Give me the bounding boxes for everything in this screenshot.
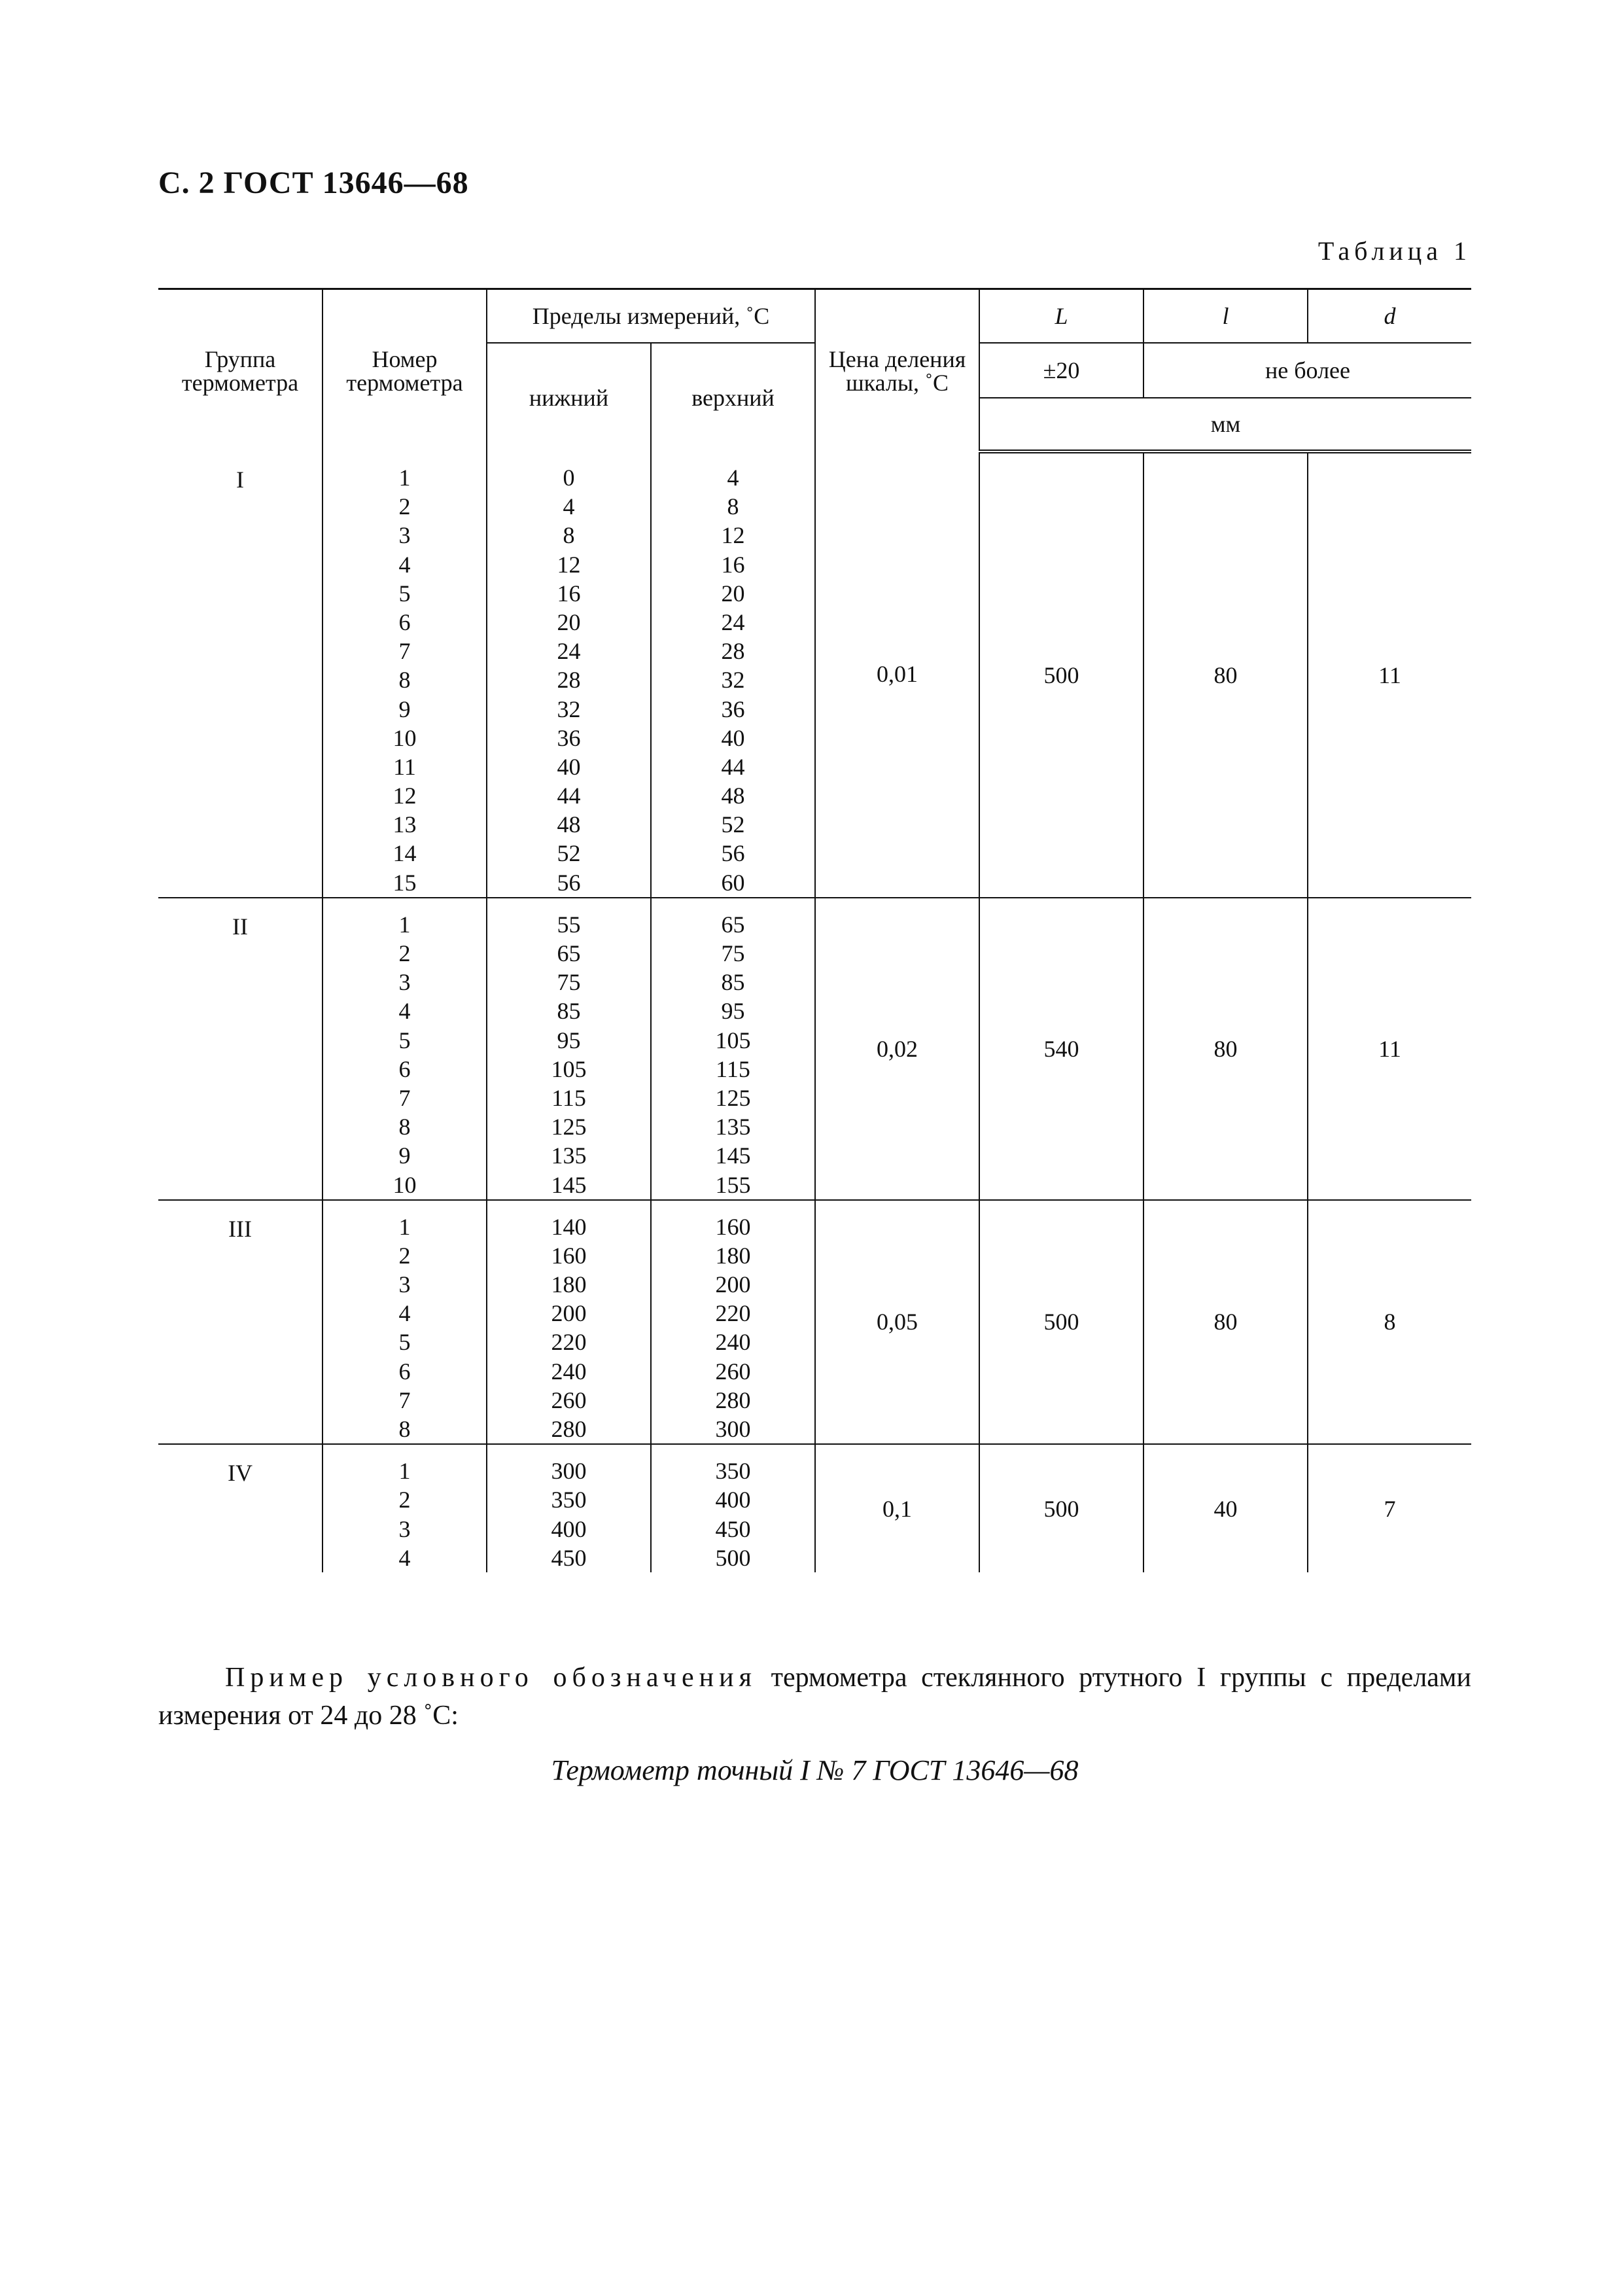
list-item: 145 [715,1142,751,1169]
list-item: 4 [563,493,575,520]
header-limits: Пределы измерений, ˚C [487,289,815,344]
list-item: 125 [715,1084,751,1111]
group-d: 11 [1308,898,1471,1200]
list-item: 180 [715,1242,751,1269]
header-division: Цена деления шкалы, ˚C [815,289,979,452]
list-item: 12 [721,522,745,549]
list-item: 52 [721,811,745,838]
group-numbers-list [323,1200,487,1445]
list-item: 3 [398,1271,411,1298]
list-item: 2 [398,1487,411,1513]
list-item: 12 [393,783,417,809]
list-item: 220 [551,1329,587,1356]
list-item: 350 [715,1458,751,1485]
group-numbers-list [323,1444,487,1572]
list-item: 24 [721,609,745,635]
list-item: 160 [551,1242,587,1269]
group-upper-list [651,1444,815,1572]
list-item: 44 [557,783,581,809]
list-item: 7 [398,638,411,665]
list-item: 450 [551,1544,587,1571]
list-item: 14 [393,840,417,867]
list-item: 8 [727,493,739,520]
group-lower-list [487,898,651,1200]
list-item: 2 [398,1242,411,1269]
list-item: 1 [398,911,411,938]
list-item: 36 [557,724,581,751]
list-item: 5 [398,1329,411,1356]
group-upper-list [651,898,815,1200]
group-L: 500 [979,1200,1143,1445]
list-item: 300 [715,1416,751,1442]
group-lower-list [487,1444,651,1572]
list-item: 8 [398,1416,411,1442]
table-row [158,451,1471,898]
example-text: термометра стеклянного ртутного I группы с пределами измерения от 24 до 28 ˚C: [158,1663,1471,1731]
list-item: 160 [715,1213,751,1240]
list-item: 56 [721,840,745,867]
list-item: 65 [557,940,581,966]
page-title: С. 2 ГОСТ 13646—68 [158,166,469,200]
list-item: 48 [721,783,745,809]
list-item: 1 [398,1458,411,1485]
list-item: 85 [721,969,745,996]
header-L: L [979,289,1143,344]
list-item: 3 [398,522,411,549]
list-item: 4 [727,465,739,491]
list-item: 8 [563,522,575,549]
header-number: Номер термометра [323,289,487,452]
list-item: 55 [557,911,581,938]
list-item: 5 [398,1027,411,1053]
list-item: 16 [557,580,581,607]
list-item: 140 [551,1213,587,1240]
header-lower: нижний [487,343,651,451]
list-item: 155 [715,1171,751,1198]
group-lower-list [487,1200,651,1445]
header-L-tolerance: ±20 [979,343,1143,398]
list-item: 24 [557,638,581,665]
group-d: 11 [1308,451,1471,898]
group-L: 540 [979,898,1143,1200]
header-unit: мм [979,398,1471,451]
list-item: 95 [557,1027,581,1053]
thermometer-table [158,288,1471,1572]
list-item: 115 [551,1084,586,1111]
group-upper-list [651,1200,815,1445]
list-item: 240 [551,1358,587,1385]
list-item: 260 [715,1358,751,1385]
group-L: 500 [979,1444,1143,1572]
group-division: 0,1 [815,1444,979,1572]
list-item: 7 [398,1084,411,1111]
list-item: 280 [715,1386,751,1413]
group-l: 40 [1143,1444,1308,1572]
list-item: 32 [721,667,745,694]
list-item: 4 [398,551,411,578]
list-item: 240 [715,1329,751,1356]
list-item: 75 [721,940,745,966]
list-item: 450 [715,1515,751,1542]
list-item: 200 [551,1300,587,1327]
group-d: 7 [1308,1444,1471,1572]
list-item: 180 [551,1271,587,1298]
list-item: 95 [721,998,745,1025]
list-item: 3 [398,969,411,996]
list-item: 11 [393,753,416,780]
list-item: 4 [398,1544,411,1571]
list-item: 48 [557,811,581,838]
list-item: 65 [721,911,745,938]
table-caption: Таблица 1 [1318,236,1471,266]
table-row [158,1200,1471,1445]
list-item: 40 [721,724,745,751]
table-row [158,1444,1471,1572]
list-item: 16 [721,551,745,578]
list-item: 135 [551,1142,587,1169]
list-item: 115 [716,1055,750,1082]
list-item: 7 [398,1386,411,1413]
list-item: 20 [557,609,581,635]
list-item: 4 [398,1300,411,1327]
group-name: III [158,1200,323,1445]
header-not-more: не более [1143,343,1471,398]
list-item: 350 [551,1487,587,1513]
list-item: 105 [715,1027,751,1053]
group-l: 80 [1143,1200,1308,1445]
group-numbers-list [323,898,487,1200]
list-item: 135 [715,1114,751,1140]
list-item: 200 [715,1271,751,1298]
list-item: 145 [551,1171,587,1198]
list-item: 15 [393,869,417,896]
list-item: 9 [398,1142,411,1169]
group-name: II [158,898,323,1200]
list-item: 32 [557,696,581,722]
list-item: 2 [398,493,411,520]
list-item: 125 [551,1114,587,1140]
list-item: 36 [721,696,745,722]
group-division: 0,01 [815,451,979,898]
list-item: 28 [557,667,581,694]
list-item: 75 [557,969,581,996]
group-name: I [236,467,244,493]
list-item: 10 [393,724,417,751]
group-name: IV [158,1444,323,1572]
header-group: Группа термометра [158,289,323,452]
list-item: 0 [563,465,575,491]
group-division: 0,02 [815,898,979,1200]
example-paragraph [158,1659,1471,1735]
list-item: 1 [398,465,411,491]
list-item: 105 [551,1055,587,1082]
list-item: 1 [398,1213,411,1240]
header-upper: верхний [651,343,815,451]
example-designation: Термометр точный I № 7 ГОСТ 13646—68 [551,1754,1079,1786]
list-item: 6 [398,609,411,635]
list-item: 56 [557,869,581,896]
list-item: 3 [398,1515,411,1542]
list-item: 2 [398,940,411,966]
group-numbers-list [323,451,487,898]
list-item: 6 [398,1358,411,1385]
list-item: 28 [721,638,745,665]
list-item: 400 [551,1515,587,1542]
list-item: 9 [398,696,411,722]
list-item: 52 [557,840,581,867]
list-item: 20 [721,580,745,607]
list-item: 12 [557,551,581,578]
list-item: 10 [393,1171,417,1198]
list-item: 60 [721,869,745,896]
list-item: 8 [398,667,411,694]
list-item: 6 [398,1055,411,1082]
example-lead: Пример условного обозначения [225,1663,757,1693]
list-item: 13 [393,811,417,838]
group-L: 500 [979,451,1143,898]
list-item: 500 [715,1544,751,1571]
list-item: 8 [398,1114,411,1140]
list-item: 280 [551,1416,587,1442]
group-d: 8 [1308,1200,1471,1445]
group-lower-list [487,451,651,898]
list-item: 44 [721,753,745,780]
list-item: 220 [715,1300,751,1327]
list-item: 5 [398,580,411,607]
header-l: l [1143,289,1308,344]
list-item: 300 [551,1458,587,1485]
group-l: 80 [1143,898,1308,1200]
list-item: 40 [557,753,581,780]
list-item: 400 [715,1487,751,1513]
list-item: 260 [551,1386,587,1413]
list-item: 85 [557,998,581,1025]
group-division: 0,05 [815,1200,979,1445]
header-d: d [1308,289,1471,344]
group-l: 80 [1143,451,1308,898]
table-row [158,898,1471,1200]
list-item: 4 [398,998,411,1025]
group-upper-list [651,451,815,898]
